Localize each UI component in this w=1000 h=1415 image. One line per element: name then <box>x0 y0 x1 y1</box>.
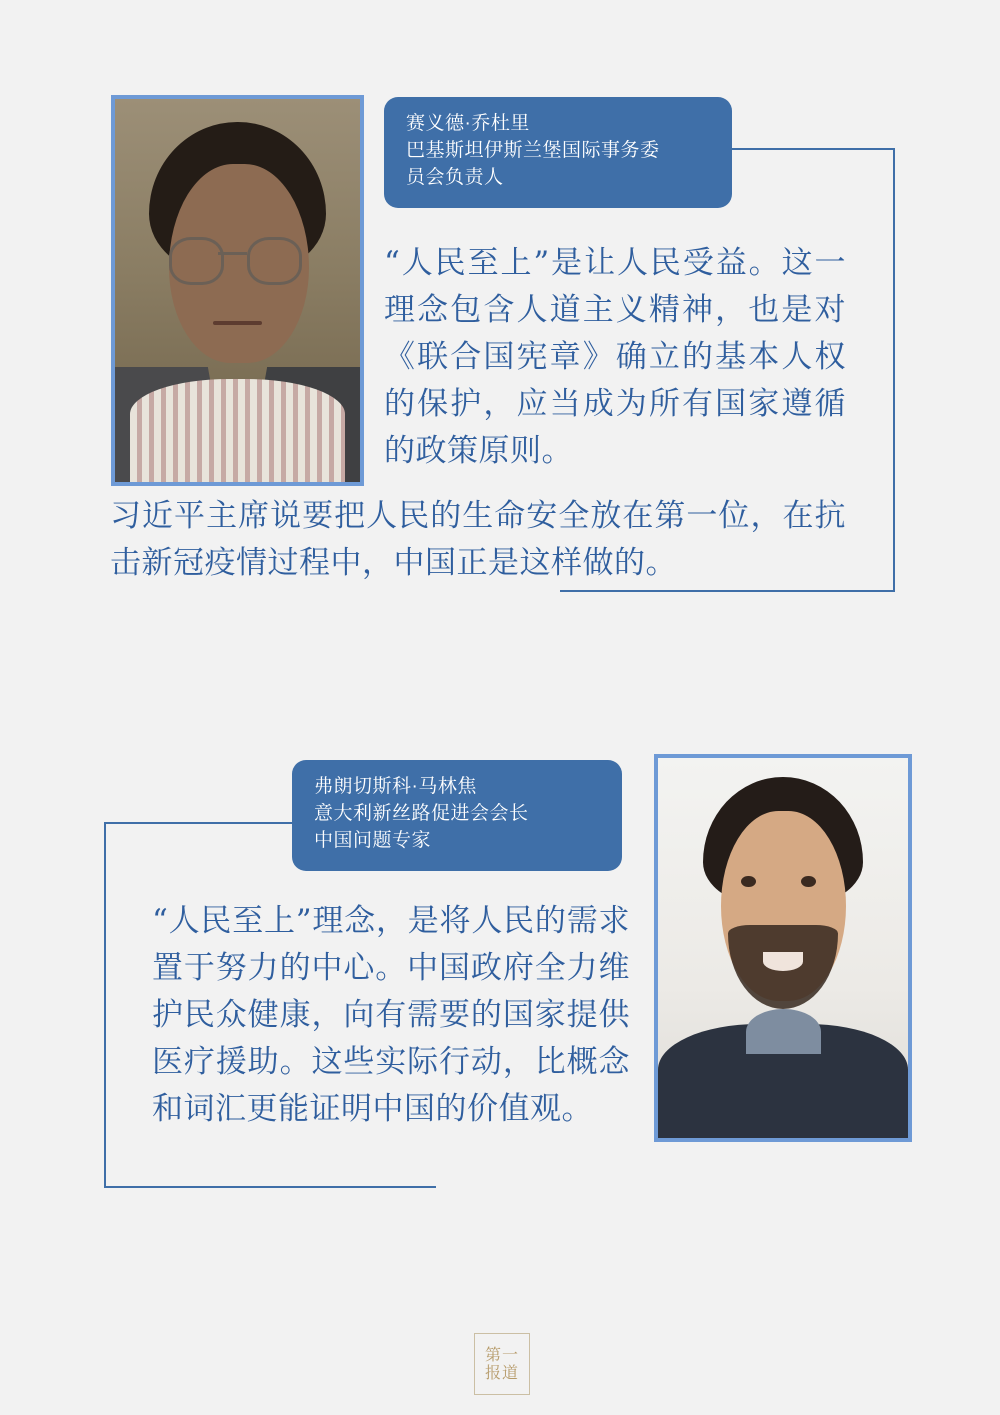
quote-text-2: “人民至上”理念，是将人民的需求置于努力的中心。中国政府全力维护民众健康，向有需要的国家提供医疗援助。这些实际行动，比概念和词汇更能证明中国的价值观。 <box>152 903 630 1128</box>
speaker-title-2-line-2: 中国问题专家 <box>314 829 432 851</box>
portrait-photo-2 <box>654 754 912 1142</box>
series-badge-line-1: 第一 <box>484 1345 519 1365</box>
speaker-name-2: 弗朗切斯科·马林焦 <box>314 776 477 797</box>
quote-card-2 <box>0 700 1000 1240</box>
quote-card-1 <box>0 0 1000 660</box>
speaker-name-1: 赛义德·乔杜里 <box>406 113 530 134</box>
speaker-title-1-line-1: 巴基斯坦伊斯兰堡国际事务委 <box>406 139 660 161</box>
speaker-nameplate-2 <box>292 760 622 871</box>
speaker-title-1-line-2: 员会负责人 <box>406 166 504 188</box>
portrait-photo-1 <box>111 95 364 486</box>
quote-text-1-part-2: 习近平主席说要把人民的生命安全放在第一位，在抗击新冠疫情过程中，中国正是这样做的。 <box>110 498 846 582</box>
series-badge-line-2: 报道 <box>484 1363 519 1382</box>
speaker-nameplate-1 <box>384 97 732 208</box>
speaker-title-2-line-1: 意大利新丝路促进会会长 <box>314 802 529 824</box>
quote-text-1-part-1: “人民至上”是让人民受益。这一理念包含人道主义精神，也是对《联合国宪章》确立的基本人权的保护，应当成为所有国家遵循的政策原则。 <box>384 245 846 470</box>
series-badge <box>474 1333 530 1395</box>
